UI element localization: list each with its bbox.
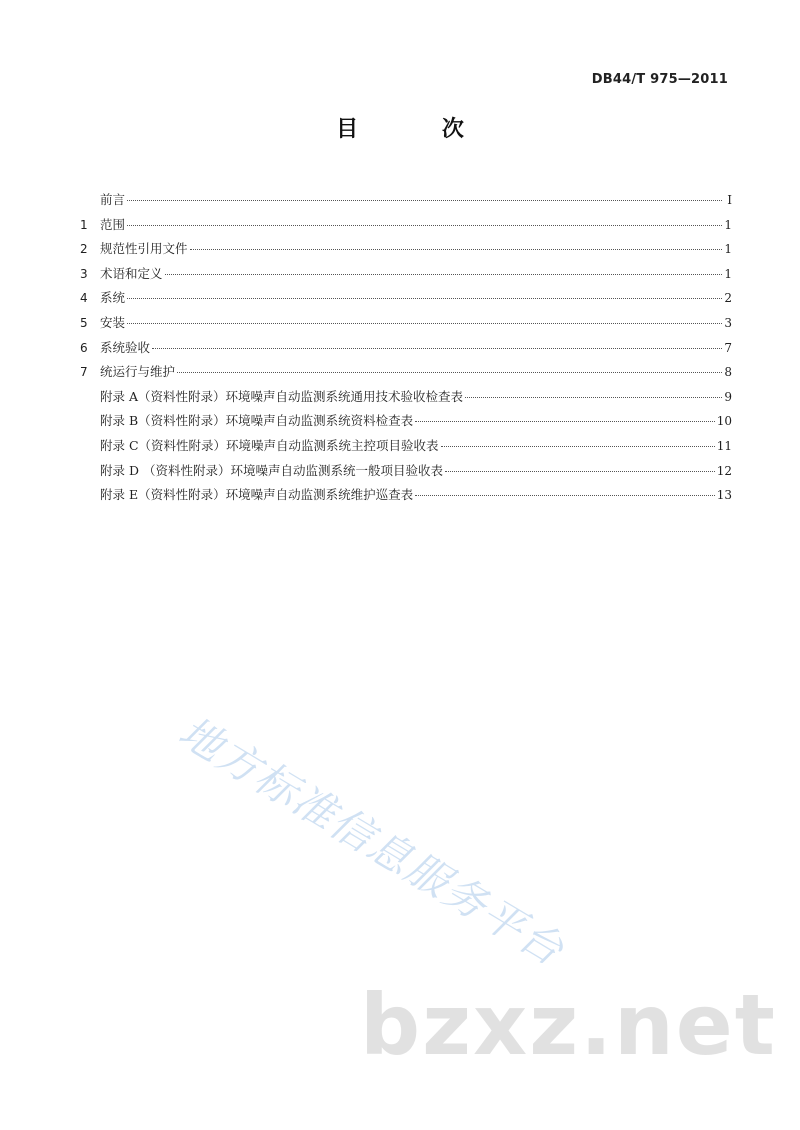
toc-entry-page: 13 <box>716 488 732 503</box>
toc-entry[interactable] <box>80 461 732 486</box>
toc-entry-page: 1 <box>724 266 732 281</box>
toc-entry-label: 前言 <box>100 192 126 207</box>
toc-entry-label: 安装 <box>100 314 126 330</box>
toc-entry-number: 4 <box>80 291 88 306</box>
standard-code: DB44/T 975—2011 <box>591 72 728 87</box>
toc-dot-leader <box>445 471 715 472</box>
toc-entry-label: 术语和定义 <box>100 265 163 281</box>
toc-dot-leader <box>127 200 722 201</box>
toc-dot-leader <box>127 225 722 226</box>
toc-dot-leader <box>441 446 715 447</box>
toc-entry-page: 7 <box>724 340 732 355</box>
toc-dot-leader <box>415 495 715 496</box>
toc-entry-label: 范围 <box>100 216 126 232</box>
toc-entry-page: 3 <box>724 315 732 330</box>
toc-entry-page: 1 <box>724 217 732 232</box>
toc-entry-page: 9 <box>724 389 732 404</box>
toc-entry[interactable] <box>80 338 732 363</box>
toc-entry[interactable] <box>80 190 732 215</box>
toc-entry-label: 规范性引用文件 <box>100 241 188 257</box>
toc-entry-label: 附录 E（资料性附录）环境噪声自动监测系统维护巡查表 <box>100 487 414 503</box>
toc-entry-label: 统运行与维护 <box>100 364 176 380</box>
toc-entry-page: 10 <box>716 414 732 429</box>
toc-dot-leader <box>465 397 722 398</box>
toc-entry[interactable] <box>80 215 732 240</box>
watermark-chinese: 地方标准信息服务平台 <box>170 706 574 976</box>
toc-entry[interactable] <box>80 239 732 264</box>
toc-dot-leader <box>127 323 722 324</box>
toc-dot-leader <box>127 298 722 299</box>
toc-entry[interactable] <box>80 313 732 338</box>
toc-entry-label: 系统 <box>100 290 126 306</box>
toc-entry[interactable] <box>80 387 732 412</box>
toc-title: 目 次 <box>336 116 502 142</box>
toc-entry-page: 1 <box>724 242 732 257</box>
toc-entry-number: 3 <box>80 266 88 281</box>
toc-entry-number: 7 <box>80 365 88 380</box>
toc-entry-label: 附录 A（资料性附录）环境噪声自动监测系统通用技术验收检查表 <box>100 388 464 404</box>
watermark-site: bzxz.net <box>360 976 777 1074</box>
toc-dot-leader <box>177 372 722 373</box>
toc-entry-number: 2 <box>80 242 88 257</box>
toc-entry-number: 5 <box>80 315 88 330</box>
toc-dot-leader <box>190 249 722 250</box>
table-of-contents <box>80 190 732 510</box>
toc-entry-label: 附录 B（资料性附录）环境噪声自动监测系统资料检查表 <box>100 413 414 429</box>
toc-entry[interactable] <box>80 264 732 289</box>
toc-dot-leader <box>152 348 722 349</box>
toc-entry-label: 附录 D （资料性附录）环境噪声自动监测系统一般项目验收表 <box>100 462 443 478</box>
toc-entry-label: 附录 C（资料性附录）环境噪声自动监测系统主控项目验收表 <box>100 437 439 453</box>
toc-entry-page: 2 <box>724 291 732 306</box>
toc-entry-page: 11 <box>716 438 732 453</box>
toc-entry-page: I <box>727 193 732 207</box>
toc-entry-number: 6 <box>80 340 88 355</box>
toc-entry-number: 1 <box>80 217 88 232</box>
toc-entry[interactable] <box>80 411 732 436</box>
toc-entry[interactable] <box>80 288 732 313</box>
toc-entry[interactable] <box>80 485 732 510</box>
toc-dot-leader <box>415 421 715 422</box>
toc-dot-leader <box>165 274 722 275</box>
toc-entry[interactable] <box>80 362 732 387</box>
toc-entry-page: 12 <box>716 463 732 478</box>
toc-entry-page: 8 <box>724 365 732 380</box>
toc-entry-label: 系统验收 <box>100 339 151 355</box>
toc-entry[interactable] <box>80 436 732 461</box>
